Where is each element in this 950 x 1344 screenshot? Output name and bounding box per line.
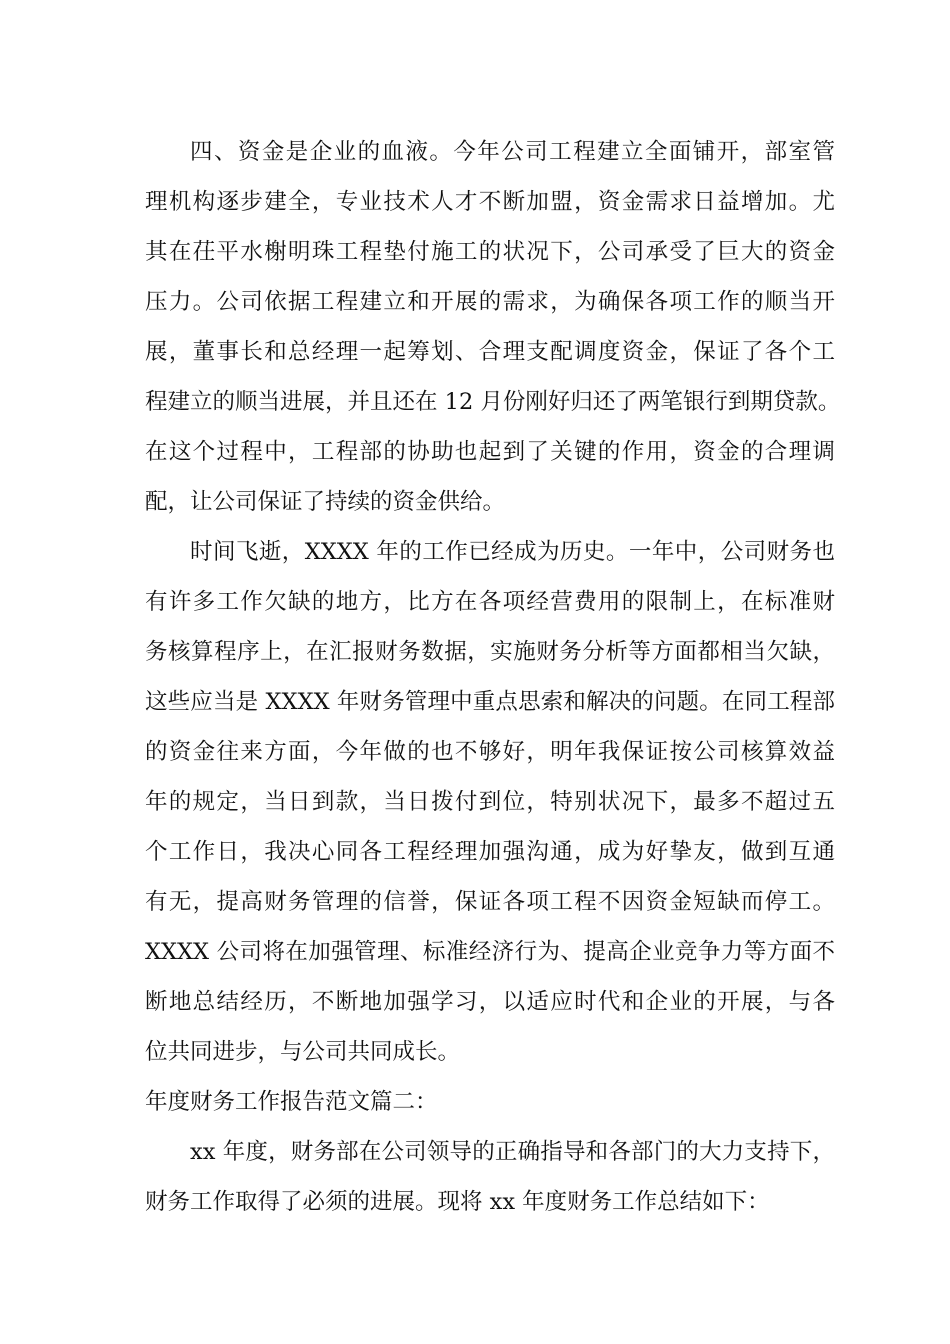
paragraph-line: 时间飞逝，XXXX 年的工作已经成为历史。一年中，公司财务也 bbox=[190, 539, 835, 565]
paragraph-line: XXXX 公司将在加强管理、标准经济行为、提高企业竞争力等方面不 bbox=[145, 939, 835, 965]
paragraph-line: 程建立的顺当进展，并且还在 12 月份刚好归还了两笔银行到期贷款。 bbox=[145, 389, 841, 415]
paragraph-line: 压力。公司依据工程建立和开展的需求，为确保各项工作的顺当开 bbox=[145, 289, 835, 315]
paragraph-line: 个工作日，我决心同各工程经理加强沟通，成为好挚友，做到互通 bbox=[145, 839, 835, 865]
paragraph-line: 有许多工作欠缺的地方，比方在各项经营费用的限制上，在标准财 bbox=[145, 589, 835, 615]
paragraph-line: 四、资金是企业的血液。今年公司工程建立全面铺开，部室管 bbox=[190, 139, 835, 165]
paragraph-line: 理机构逐步建全，专业技术人才不断加盟，资金需求日益增加。尤 bbox=[145, 189, 835, 215]
paragraph-line: xx 年度，财务部在公司领导的正确指导和各部门的大力支持下， bbox=[190, 1139, 835, 1165]
paragraph-line: 的资金往来方面，今年做的也不够好，明年我保证按公司核算效益 bbox=[145, 739, 835, 765]
paragraph-line: 年的规定，当日到款，当日拨付到位，特别状况下，最多不超过五 bbox=[145, 789, 835, 815]
paragraph-line: 在这个过程中，工程部的协助也起到了关键的作用，资金的合理调 bbox=[145, 439, 835, 465]
paragraph-line: 位共同进步，与公司共同成长。 bbox=[145, 1039, 461, 1065]
paragraph-line: 配，让公司保证了持续的资金供给。 bbox=[145, 489, 506, 515]
paragraph-line: 断地总结经历，不断地加强学习，以适应时代和企业的开展，与各 bbox=[145, 989, 835, 1015]
paragraph-line: 其在茌平水榭明珠工程垫付施工的状况下，公司承受了巨大的资金 bbox=[145, 239, 835, 265]
paragraph-line: 展，董事长和总经理一起筹划、合理支配调度资金，保证了各个工 bbox=[145, 339, 835, 365]
section-heading: 年度财务工作报告范文篇二： bbox=[145, 1089, 438, 1115]
paragraph-line: 这些应当是 XXXX 年财务管理中重点思索和解决的问题。在同工程部 bbox=[145, 689, 835, 715]
paragraph-line: 有无，提高财务管理的信誉，保证各项工程不因资金短缺而停工。 bbox=[145, 889, 835, 915]
paragraph-line: 财务工作取得了必须的进展。现将 xx 年度财务工作总结如下： bbox=[145, 1189, 770, 1215]
paragraph-line: 务核算程序上，在汇报财务数据，实施财务分析等方面都相当欠缺， bbox=[145, 639, 835, 665]
